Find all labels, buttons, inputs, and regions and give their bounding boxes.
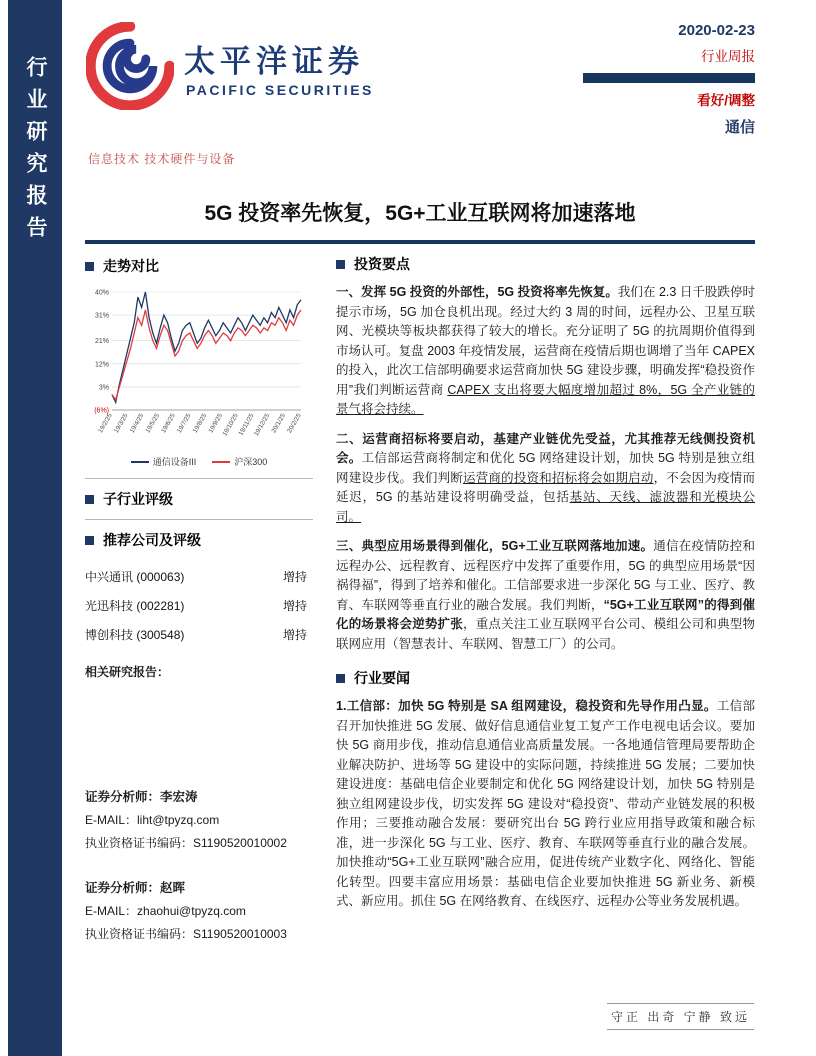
trend-chart-svg (85, 284, 307, 452)
svg-text:19/5/25: 19/5/25 (144, 412, 162, 435)
side-strip (8, 0, 62, 1056)
analyst-cert (85, 923, 313, 946)
analyst-name: 证券分析师：赵晖 (85, 881, 186, 895)
investment-point-2: 二、运营商招标将要启动，基建产业链优先受益，尤其推荐无线侧投资机会。工信部运营商将制定和优化 5G 网络建设计划，加快 5G 特别是独立组网建设步伐。我们判断运营商的投资和招标将会如期启动，不会因为疫情而延迟，5G 的基站建设将明确受益，包括基站、天线、滤波器和光模块公司。 (336, 431, 755, 524)
section-companies (85, 530, 313, 550)
svg-text:31%: 31% (94, 312, 109, 320)
investment-point-3: 三、典型应用场景得到催化，5G+工业互联网落地加速。通信在疫情防控和远程办公、远程教育、远程医疗中发挥了重要作用，5G 的典型应用场景“因祸得福”，得到了培养和催化。工信部要求进一步深化 5G 与工业、医疗、教育、车联网等垂直行业的融合发展。我们判断，“5G+工业互联网”的得到催化的场景将会逆势扩张，重点关注工业互联网平台公司、模组公司和典型物联网应用（智慧表计、车联网、智慧工厂）的公司。 (336, 539, 755, 651)
table-row (85, 562, 313, 591)
section-bullet-icon (85, 495, 94, 504)
email-value: zhaohui@tpyzq.com (137, 904, 246, 918)
svg-text:3%: 3% (98, 384, 109, 392)
section-investment-points-label: 投资要点 (354, 256, 410, 272)
brand-name-en: PACIFIC SECURITIES (186, 82, 374, 98)
section-trend (85, 256, 313, 276)
analyst-email (85, 900, 313, 923)
investment-point-1: 一、发挥 5G 投资的外部性，5G 投资将率先恢复。我们在 2.3 日千股跌停时提示市场，5G 加仓良机出现。经过大约 3 周的时间，远程办公、卫星互联网、光模块等板块都获得了较大的增长。充分证明了 5G 的抗周期价值得到市场认可。复盘 2003 年疫情发展，运营商在疫情后期也调增了当年 CAPEX 的投入，此次工信部明确要求运营商加快 5G 建设步骤，明确发挥“稳投资作用”我们判断运营商 CAPEX 支出将要大幅度增加超过 8%，5G 全产业链的景气将会持续。 (336, 285, 756, 416)
svg-text:(6%): (6%) (94, 407, 109, 415)
recommended-companies-table (85, 562, 313, 649)
header-meta (583, 22, 755, 137)
company-rating: 增持 (282, 628, 307, 642)
cert-value: S1190520010002 (193, 836, 287, 850)
section-companies-label: 推荐公司及评级 (103, 532, 201, 548)
section-bullet-icon (336, 674, 345, 683)
divider (85, 478, 313, 479)
sector-breadcrumb: 信息技术 技术硬件与设备 (88, 152, 236, 166)
brand-name-cn: 太平洋证券 (184, 44, 364, 79)
trend-chart (85, 284, 313, 468)
page-title: 5G 投资率先恢复，5G+工业互联网将加速落地 (204, 202, 636, 225)
legend-swatch-hs300-icon (212, 461, 230, 463)
svg-text:19/6/25: 19/6/25 (160, 412, 177, 435)
svg-text:20/1/25: 20/1/25 (270, 412, 288, 435)
analysts-block (85, 786, 313, 946)
email-label: E-MAIL： (85, 904, 138, 918)
section-investment-points (336, 254, 755, 274)
analyst-name: 证券分析师：李宏涛 (85, 790, 198, 804)
legend-item-telecom (131, 455, 197, 468)
left-sidebar-column (85, 256, 313, 968)
section-trend-label: 走势对比 (103, 258, 159, 274)
header-divider-bar (583, 73, 755, 83)
industry-news-item-1: 1.工信部：加快 5G 特别是 SA 组网建设，稳投资和先导作用凸显。工信部召开加快推进 5G 发展、做好信息通信业复工复产工作电视电话会议。要加快 5G 商用步伐，推动信息通信业高质量发展。一各地通信管理局要帮助企业解决防护、进场等 5G 建设中的实际问题，持续推进 5G 发展；二要加快建设进度：基础电信企业要制定和优化 5G 网络建设计划，加快 5G 特别是独立组网建设步伐，切实发挥 5G 建设对“稳投资”、带动产业链发展的积极作用；三要推动融合发展：要研究出台 5G 跨行业应用指导政策和融合标准，进一步深化 5G 与工业、医疗、教育、车联网等垂直行业的融合发展。加快推动“5G+工业互联网”融合应用，促进传统产业数字化、网络化、智能化转型。四要丰富应用场景：基础电信企业要加快推进 5G 新业务、新模式、新应用。抓住 5G 在网络教育、在线医疗、远程办公等业务发展机遇。 (336, 699, 755, 908)
svg-text:19/3/25: 19/3/25 (112, 412, 130, 435)
report-date: 2020-02-23 (678, 22, 755, 39)
svg-text:19/11/25: 19/11/25 (237, 412, 256, 437)
section-sub-rating (85, 489, 313, 509)
analyst-1 (85, 786, 313, 855)
industry-rating: 看好/调整 (697, 93, 755, 108)
legend-label-telecom: 通信设备III (152, 457, 197, 467)
analyst-cert (85, 832, 313, 855)
svg-text:19/7/25: 19/7/25 (175, 412, 193, 435)
svg-text:19/8/25: 19/8/25 (191, 412, 209, 435)
cert-label: 执业资格证书编码： (85, 836, 194, 850)
svg-text:40%: 40% (94, 289, 109, 297)
footer-motto: 守正 出奇 宁静 致远 (607, 1003, 754, 1030)
svg-text:19/2/25: 19/2/25 (97, 412, 114, 435)
section-bullet-icon (85, 262, 94, 271)
section-bullet-icon (85, 536, 94, 545)
report-type: 行业周报 (701, 49, 755, 64)
main-content-column (336, 254, 755, 922)
company-rating: 增持 (282, 599, 307, 613)
section-bullet-icon (336, 260, 345, 269)
analyst-email (85, 809, 313, 832)
legend-label-hs300: 沪深300 (234, 457, 268, 467)
chart-legend (85, 455, 313, 468)
pacific-securities-logo-icon (86, 22, 174, 110)
legend-item-hs300 (212, 455, 267, 468)
company-rating: 增持 (282, 570, 307, 584)
svg-text:19/9/25: 19/9/25 (207, 412, 225, 435)
cert-value: S1190520010003 (193, 927, 287, 941)
industry-name: 通信 (724, 119, 755, 136)
email-label: E-MAIL： (85, 813, 138, 827)
cert-label: 执业资格证书编码： (85, 927, 194, 941)
svg-text:21%: 21% (94, 338, 109, 346)
table-row (85, 591, 313, 620)
company-name: 光迅科技 (002281) (85, 599, 185, 613)
related-reports-label: 相关研究报告： (85, 665, 170, 679)
company-name: 中兴通讯 (000063) (85, 570, 185, 584)
vertical-report-category: 行业研究报告 (24, 56, 47, 248)
divider (85, 519, 313, 520)
svg-text:19/4/25: 19/4/25 (128, 412, 146, 435)
section-sub-rating-label: 子行业评级 (103, 491, 173, 507)
analyst-2 (85, 877, 313, 946)
legend-swatch-telecom-icon (131, 461, 149, 463)
email-value: liht@tpyzq.com (137, 813, 220, 827)
section-industry-news (336, 668, 755, 688)
section-industry-news-label: 行业要闻 (354, 670, 410, 686)
svg-text:12%: 12% (94, 361, 109, 369)
svg-text:19/10/25: 19/10/25 (221, 412, 240, 438)
svg-text:20/2/25: 20/2/25 (286, 412, 303, 435)
title-rule (85, 240, 755, 244)
company-name: 博创科技 (300548) (85, 628, 185, 642)
table-row (85, 620, 313, 649)
svg-text:19/12/25: 19/12/25 (252, 412, 272, 438)
